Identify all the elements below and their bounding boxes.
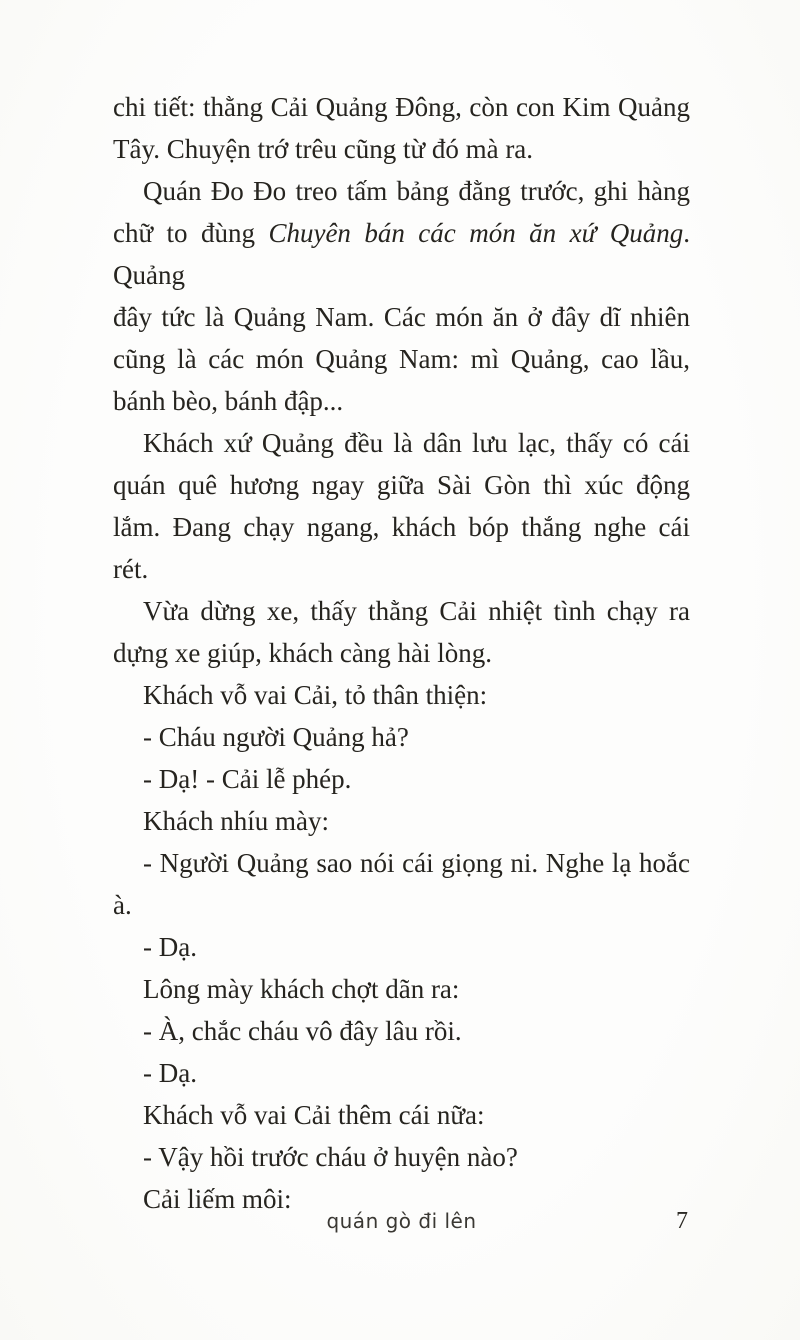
text-line: Khách vỗ vai Cải, tỏ thân thiện: — [143, 680, 488, 710]
text-line: - Cháu người Quảng hả? — [143, 722, 409, 752]
text-line: - Dạ. — [143, 932, 197, 962]
text-line: lắm. Đang chạy ngang, khách bóp thắng nghe cái — [113, 512, 690, 542]
text-line: đây tức là Quảng Nam. Các món ăn ở đây dĩ nhiên — [113, 302, 690, 332]
text-line: Lông mày khách chợt dãn ra: — [143, 974, 460, 1004]
text-line: Cải liếm môi: — [143, 1184, 292, 1214]
paragraph — [113, 968, 690, 1010]
footer-page-number: 7 — [676, 1208, 688, 1234]
text-line: Khách xứ Quảng đều là dân lưu lạc, thấy có cái — [143, 428, 690, 458]
paragraph — [113, 842, 690, 926]
text-line — [113, 212, 690, 296]
text-line: - Dạ. — [143, 1058, 197, 1088]
text-line: chi tiết: thằng Cải Quảng Đông, còn con Kim Quảng — [113, 92, 690, 122]
paragraph — [113, 674, 690, 716]
paragraph — [113, 170, 690, 422]
text-line: Quán Đo Đo treo tấm bảng đằng trước, ghi hàng — [143, 176, 690, 206]
text-line: dựng xe giúp, khách càng hài lòng. — [113, 638, 493, 668]
text-line: rét. — [113, 554, 149, 584]
text-line: quán quê hương ngay giữa Sài Gòn thì xúc động — [113, 470, 690, 500]
text-line: - À, chắc cháu vô đây lâu rồi. — [143, 1016, 462, 1046]
paragraph — [113, 590, 690, 674]
text-segment: . Quảng — [113, 218, 691, 290]
paragraph — [113, 926, 690, 968]
text-line: - Dạ! - Cải lễ phép. — [143, 764, 352, 794]
paragraph — [113, 86, 690, 170]
text-line: à. — [113, 890, 132, 920]
paragraph — [113, 716, 690, 758]
text-line: - Vậy hồi trước cháu ở huyện nào? — [143, 1142, 518, 1172]
paragraph — [113, 1136, 690, 1178]
paragraph — [113, 758, 690, 800]
italic-text-segment: Chuyên bán các món ăn xứ Quảng — [268, 218, 684, 248]
page-text — [113, 86, 690, 1220]
paragraph — [113, 800, 690, 842]
paragraph — [113, 1094, 690, 1136]
text-line: Tây. Chuyện trớ trêu cũng từ đó mà ra. — [113, 134, 534, 164]
page-footer — [113, 1204, 690, 1238]
text-line: Vừa dừng xe, thấy thằng Cải nhiệt tình chạy ra — [143, 596, 690, 626]
text-line: cũng là các món Quảng Nam: mì Quảng, cao lầu, — [113, 344, 690, 374]
paragraph — [113, 1010, 690, 1052]
text-line: Khách nhíu mày: — [143, 806, 329, 836]
paragraph — [113, 1052, 690, 1094]
footer-book-title: quán gò đi lên — [326, 1209, 477, 1233]
text-segment: chữ to đùng — [113, 218, 269, 248]
text-line: Khách vỗ vai Cải thêm cái nữa: — [143, 1100, 485, 1130]
paragraph — [113, 422, 690, 590]
text-line: bánh bèo, bánh đập... — [113, 386, 344, 416]
text-line: - Người Quảng sao nói cái giọng ni. Nghe lạ hoắc — [143, 848, 690, 878]
